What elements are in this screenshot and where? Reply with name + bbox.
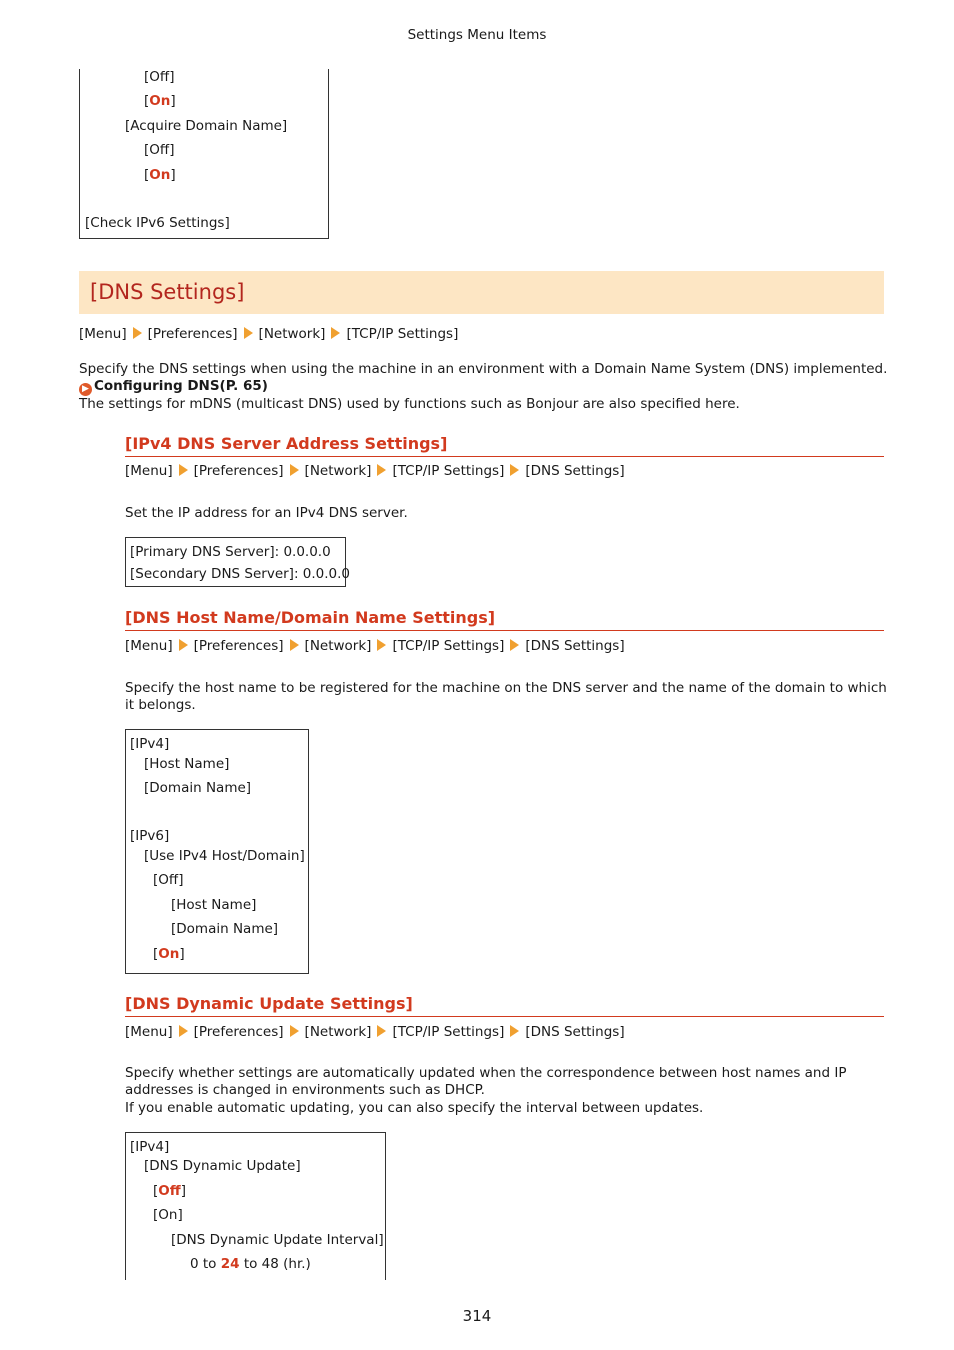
link-arrow-icon: ▶ bbox=[79, 383, 92, 396]
primary-dns-server: [Primary DNS Server]: 0.0.0.0 bbox=[130, 544, 331, 560]
breadcrumb-arrow-icon bbox=[179, 1025, 188, 1037]
hd-domain-name-2: [Domain Name] bbox=[171, 921, 279, 937]
breadcrumb-arrow-icon bbox=[377, 639, 386, 651]
breadcrumb-item: [Preferences] bbox=[147, 326, 238, 342]
section-title-band bbox=[79, 271, 884, 314]
host-domain-heading: [DNS Host Name/Domain Name Settings] bbox=[125, 608, 884, 631]
breadcrumb-item: [Network] bbox=[304, 463, 372, 479]
host-domain-description-1: Specify the host name to be registered for the machine on the DNS server and the name of the domain to which bbox=[125, 680, 887, 696]
section-breadcrumb bbox=[79, 326, 458, 342]
breadcrumb-arrow-icon bbox=[133, 327, 142, 339]
breadcrumb-arrow-icon bbox=[290, 1025, 299, 1037]
breadcrumb-item: [Menu] bbox=[79, 326, 127, 342]
breadcrumb-item: [Network] bbox=[304, 638, 372, 654]
hd-host-name: [Host Name] bbox=[144, 756, 230, 772]
hd-domain-name: [Domain Name] bbox=[144, 780, 252, 796]
top-box-check-ipv6: [Check IPv6 Settings] bbox=[85, 215, 230, 231]
breadcrumb-arrow-icon bbox=[510, 639, 519, 651]
breadcrumb-arrow-icon bbox=[244, 327, 253, 339]
breadcrumb-item: [Preferences] bbox=[193, 638, 284, 654]
host-domain-breadcrumb bbox=[125, 638, 625, 654]
dyn-off: [Off] bbox=[153, 1183, 186, 1199]
ipv4-dns-breadcrumb bbox=[125, 463, 625, 479]
dyn-on: [On] bbox=[153, 1207, 183, 1223]
dynamic-description-3: If you enable automatic updating, you can also specify the interval between updates. bbox=[125, 1100, 704, 1116]
breadcrumb-item: [DNS Settings] bbox=[525, 463, 625, 479]
hd-on: [On] bbox=[153, 946, 185, 962]
top-box-line-off-2: [Off] bbox=[144, 142, 175, 158]
breadcrumb-arrow-icon bbox=[510, 1025, 519, 1037]
breadcrumb-item: [Menu] bbox=[125, 638, 173, 654]
ipv4-dns-heading: [IPv4 DNS Server Address Settings] bbox=[125, 434, 884, 457]
dyn-interval: [DNS Dynamic Update Interval] bbox=[171, 1232, 384, 1248]
page-header-title: Settings Menu Items bbox=[407, 27, 547, 43]
dyn-update: [DNS Dynamic Update] bbox=[144, 1158, 301, 1174]
breadcrumb-arrow-icon bbox=[179, 464, 188, 476]
hd-off: [Off] bbox=[153, 872, 184, 888]
ipv4-dns-box bbox=[125, 537, 351, 587]
breadcrumb-item: [TCP/IP Settings] bbox=[392, 463, 505, 479]
breadcrumb-item: [DNS Settings] bbox=[525, 638, 625, 654]
breadcrumb-item: [TCP/IP Settings] bbox=[392, 1024, 505, 1040]
top-box-line-on-2: [On] bbox=[144, 167, 176, 183]
section-description-1: Specify the DNS settings when using the machine in an environment with a Domain Name System (DNS) implemented. bbox=[79, 361, 888, 377]
breadcrumb-item: [TCP/IP Settings] bbox=[346, 326, 459, 342]
top-box-line-off-1: [Off] bbox=[144, 69, 175, 85]
secondary-dns-server: [Secondary DNS Server]: 0.0.0.0 bbox=[130, 566, 351, 582]
breadcrumb-item: [Menu] bbox=[125, 463, 173, 479]
dynamic-breadcrumb bbox=[125, 1024, 625, 1040]
breadcrumb-item: [Menu] bbox=[125, 1024, 173, 1040]
hd-host-name-2: [Host Name] bbox=[171, 897, 257, 913]
top-box-line-on-1: [On] bbox=[144, 93, 176, 109]
breadcrumb-arrow-icon bbox=[179, 639, 188, 651]
dynamic-description-1: Specify whether settings are automatically updated when the correspondence between host names and IP bbox=[125, 1065, 847, 1081]
top-box-acquire-domain-name: [Acquire Domain Name] bbox=[125, 118, 288, 134]
breadcrumb-arrow-icon bbox=[290, 639, 299, 651]
hd-ipv6: [IPv6] bbox=[130, 828, 170, 844]
page-number: 314 bbox=[462, 1307, 492, 1325]
ipv4-dns-description: Set the IP address for an IPv4 DNS server. bbox=[125, 505, 408, 521]
breadcrumb-item: [Preferences] bbox=[193, 463, 284, 479]
breadcrumb-arrow-icon bbox=[331, 327, 340, 339]
hd-ipv4: [IPv4] bbox=[130, 736, 170, 752]
configuring-dns-link[interactable]: ▶ Configuring DNS(P. 65) bbox=[79, 378, 268, 396]
breadcrumb-arrow-icon bbox=[377, 1025, 386, 1037]
host-domain-box bbox=[125, 729, 309, 974]
dynamic-box bbox=[125, 1132, 386, 1280]
dyn-interval-range: 0 to 24 to 48 (hr.) bbox=[190, 1256, 311, 1272]
breadcrumb-item: [Network] bbox=[304, 1024, 372, 1040]
dynamic-description-2: addresses is changed in environments such as DHCP. bbox=[125, 1082, 485, 1098]
breadcrumb-arrow-icon bbox=[510, 464, 519, 476]
breadcrumb-item: [Preferences] bbox=[193, 1024, 284, 1040]
top-settings-box bbox=[79, 69, 329, 239]
breadcrumb-item: [TCP/IP Settings] bbox=[392, 638, 505, 654]
breadcrumb-item: [DNS Settings] bbox=[525, 1024, 625, 1040]
breadcrumb-arrow-icon bbox=[377, 464, 386, 476]
host-domain-description-2: it belongs. bbox=[125, 697, 196, 713]
section-title: [DNS Settings] bbox=[90, 280, 245, 304]
breadcrumb-arrow-icon bbox=[290, 464, 299, 476]
dynamic-heading: [DNS Dynamic Update Settings] bbox=[125, 994, 884, 1017]
hd-use-ipv4: [Use IPv4 Host/Domain] bbox=[144, 848, 305, 864]
breadcrumb-item: [Network] bbox=[258, 326, 326, 342]
section-description-2: The settings for mDNS (multicast DNS) used by functions such as Bonjour are also specified here. bbox=[79, 396, 740, 412]
dyn-ipv4: [IPv4] bbox=[130, 1139, 170, 1155]
